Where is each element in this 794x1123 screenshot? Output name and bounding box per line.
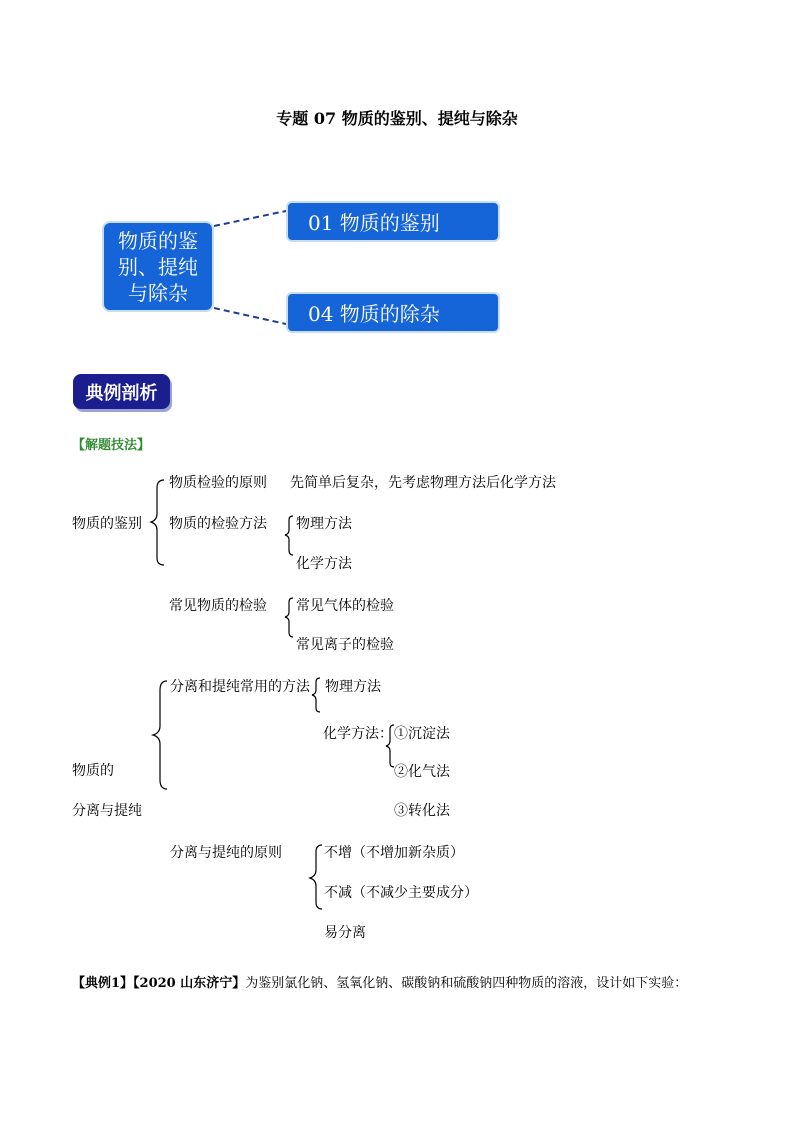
chem-item-conversion: ③转化法	[394, 803, 450, 819]
common-gas: 常见气体的检验	[296, 598, 394, 614]
example-tag: 【典例1】【2020 山东济宁】	[72, 976, 246, 991]
brace-section2	[153, 681, 167, 789]
physical-method: 物理方法	[325, 679, 381, 695]
separation-principle-label: 分离与提纯的原则	[170, 845, 282, 861]
common-ion: 常见离子的检验	[296, 637, 394, 653]
principle-text: 先简单后复杂，先考虑物理方法后化学方法	[290, 475, 556, 491]
principle-no-add: 不增（不增加新杂质）	[324, 845, 464, 861]
method-chemical: 化学方法	[296, 556, 352, 572]
chem-item-precipitation: ①沉淀法	[394, 726, 450, 742]
section2-label-line1: 物质的	[72, 763, 114, 779]
example-line	[72, 972, 687, 991]
section-banner: 典例剖析	[73, 374, 170, 409]
method-physical: 物理方法	[296, 516, 352, 532]
section1-label: 物质的鉴别	[72, 516, 142, 532]
principle-easy-separate: 易分离	[324, 925, 366, 941]
brace-common-methods	[312, 678, 320, 712]
method-label: 物质的检验方法	[169, 516, 267, 532]
brace-commons	[285, 598, 293, 637]
principle-no-reduce: 不减（不减少主要成分）	[324, 885, 478, 901]
brace-principles	[310, 845, 322, 909]
chemical-method: 化学方法：	[323, 726, 393, 742]
mindmap-node-removal: 04 物质的除杂	[286, 292, 500, 333]
brace-methods	[285, 516, 293, 555]
connector-top	[214, 211, 286, 226]
chem-item-gas: ②化气法	[394, 764, 450, 780]
principle-label: 物质检验的原则	[169, 475, 267, 491]
mindmap-root: 物质的鉴别、提纯与除杂	[102, 221, 214, 312]
brace-section1	[151, 480, 164, 565]
mindmap-node-identification: 01 物质的鉴别	[286, 201, 500, 242]
common-methods-label: 分离和提纯常用的方法	[170, 679, 310, 695]
connector-bottom	[214, 308, 286, 324]
section2-label-line2: 分离与提纯	[72, 803, 142, 819]
page-title: 专题 07 物质的鉴别、提纯与除杂	[276, 109, 518, 128]
method-heading: 【解题技法】	[72, 438, 151, 453]
example-text: 为鉴别氯化钠、氢氧化钠、碳酸钠和硫酸钠四种物质的溶液，设计如下实验：	[245, 976, 688, 991]
common-label: 常见物质的检验	[169, 598, 267, 614]
